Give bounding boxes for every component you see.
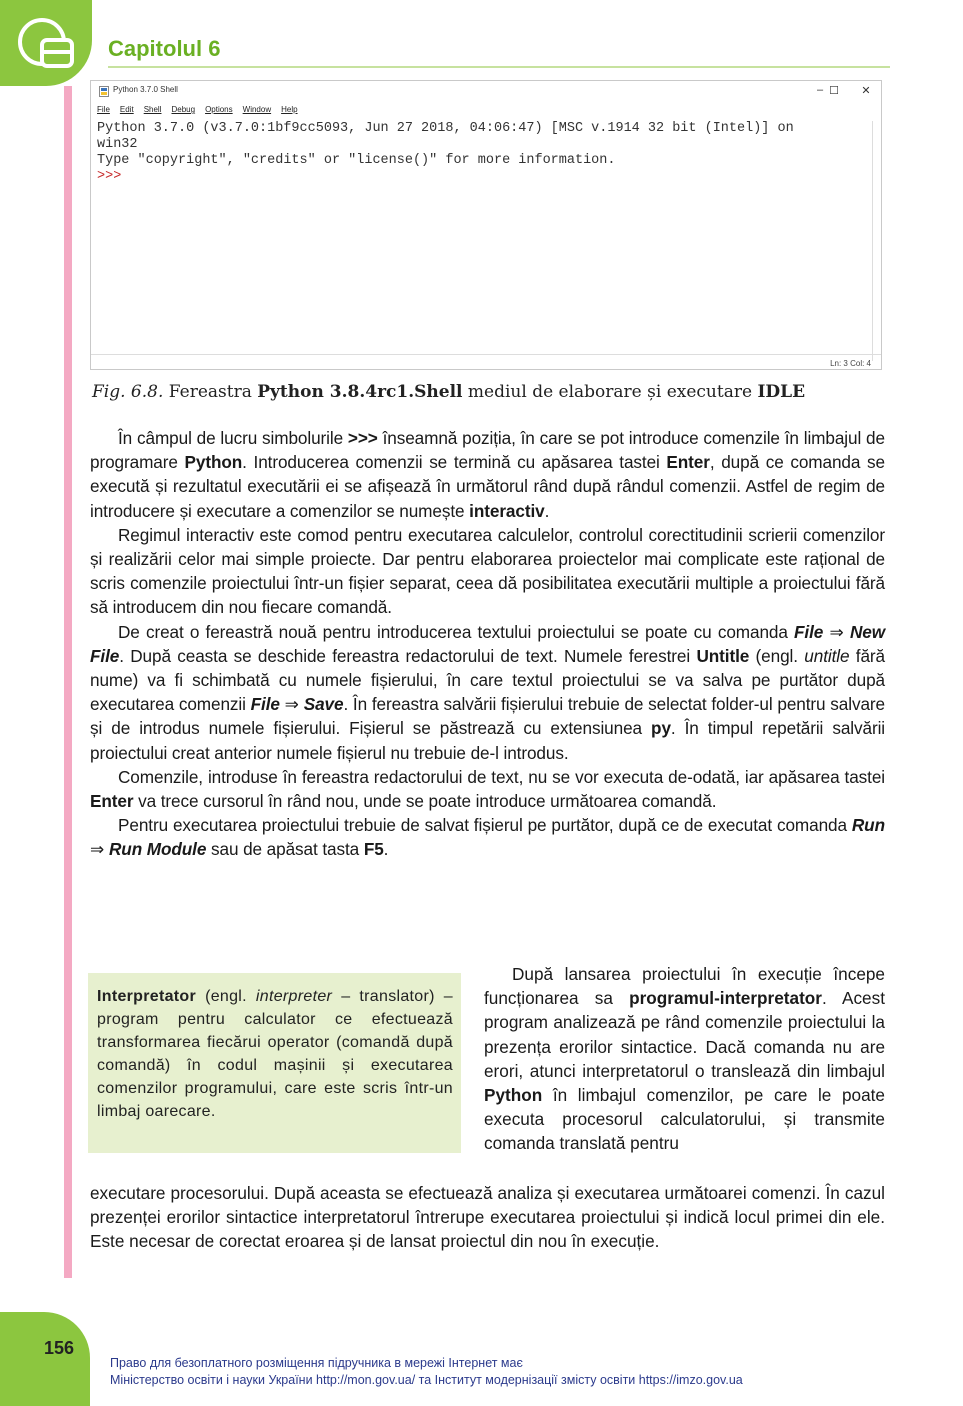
- shell-prompt: >>>: [97, 169, 122, 184]
- menu-options[interactable]: Options: [205, 105, 233, 114]
- console-line: win32: [97, 137, 138, 152]
- figure-caption: [92, 382, 884, 402]
- paragraph: După lansarea proiectului în execuție începe funcționarea sa programul-interpretator. Acest program analizează pe rând comenzile proiectului la prezența erorilor sintactice. Dacă comanda nu are erori, atunci interpretatorul o translează din limbajul Python în limbajul comenzilor, pe care le poate executa procesorul calculatorului, și transmite comanda translată pentru: [484, 964, 885, 1154]
- idle-shell-window: [90, 80, 882, 370]
- paragraph-continuation: [90, 1181, 885, 1254]
- menu-help[interactable]: Help: [281, 105, 298, 114]
- side-accent-bar: [64, 86, 72, 1278]
- definition-term: Interpretator: [97, 988, 197, 1005]
- paragraph: Comenzile, introduse în fereastra redactorului de text, nu se vor executa de-odată, iar apăsarea tastei Enter va trece cursorul în rând nou, unde se poate introduce următoarea comandă.: [90, 766, 885, 812]
- paragraph: Pentru executarea proiectului trebuie de salvat fișierul pe purtător, după ce de executat comanda Run ⇒ Run Module sau de apăsat tasta F5.: [90, 815, 885, 860]
- paragraph: executare procesorului. După aceasta se efectuează analiza și executarea următoarei comenzi. În cazul prezenței erorilor sintactice interpretatorul întrerupe executarea proiectului și indică locul primei din ele. Este necesar de corectat eroarea și de lansat proiectul din nou în execuție.: [90, 1183, 885, 1252]
- caption-text: Fereastra: [163, 382, 258, 402]
- maximize-button[interactable]: ☐: [829, 85, 839, 97]
- window-title: Python 3.7.0 Shell: [113, 85, 178, 94]
- cursor-position: Ln: 3 Col: 4: [830, 359, 871, 368]
- definition-box: Interpretator (engl. interpreter – translator) – program pentru calculator ce efectuează transformarea fiecărui operator (comandă după comandă) în codul mașinii și executarea comenzilor programului, care este scris într-un limbaj oarecare.: [88, 973, 461, 1153]
- window-titlebar: [91, 81, 881, 103]
- menu-debug[interactable]: Debug: [171, 105, 196, 114]
- figure-label: Fig. 6.8.: [92, 382, 164, 402]
- paragraph: De creat o fereastră nouă pentru introducerea textului proiectului se poate cu comanda File ⇒ New File. După ceasta se deschide fereastra redactorului de text. Numele ferestrei Untitle (engl. untitle fără nume) va fi schimbată cu numele fișierului, în care textul proiectului se va salva pe purtător după executarea comenzii File ⇒ Save. În fereastra salvării fișierului trebuie de selectat folder-ul pentru salvare și de introdus numele fișierului. Fișierul se păstrează cu extensiunea py. În timpul repetării salvării proiectului creat anterior numele fișierul nu trebuie de-l introdus.: [90, 621, 886, 763]
- wrapped-paragraph: [484, 962, 885, 1156]
- page-number: 156: [44, 1338, 75, 1358]
- minimize-button[interactable]: –: [816, 84, 824, 96]
- caption-bold: Python 3.8.4rc1.Shell: [257, 382, 463, 402]
- vertical-scrollbar[interactable]: [872, 121, 879, 361]
- python-app-icon: [99, 86, 109, 97]
- chapter-title: Capitolul 6: [108, 36, 221, 61]
- menu-shell[interactable]: Shell: [143, 105, 162, 114]
- computer-icon: [16, 16, 76, 72]
- footer-line: Право для безоплатного розміщення підручника в мережі Інтернет має: [110, 1356, 523, 1370]
- header-rule: [108, 66, 890, 68]
- page-number-tab: [0, 1312, 90, 1406]
- paragraph: Regimul interactiv este comod pentru executarea calculelor, controlul corectitudinii scrierii comenzilor și realizării celor mai simple proiecte. Dar pentru elaborarea proiectelor mai complicate este rațional de scris comenzile proiectului într-un fișier separat, ceea dă posibilitatea executării multiple a proiectului fără să introducem din nou fiecare comandă.: [90, 524, 885, 618]
- console-line: Python 3.7.0 (v3.7.0:1bf9cc5093, Jun 27 2018, 04:06:47) [MSC v.1914 32 bit (Intel)] on: [97, 121, 794, 136]
- caption-bold: IDLE: [757, 382, 806, 402]
- menu-edit[interactable]: Edit: [119, 105, 134, 114]
- paragraph: În câmpul de lucru simbolurile >>> înseamnă poziția, în care se pot introduce comenzile în limbajul de programare Python. Introducerea comenzii se termină cu apăsarea tastei Enter, după ce comanda se execută și rezultatul executării ei se afișează în următorul rând după rândul comenzii. Astfel de regim de introducere și executare a comenzilor se numește interactiv.: [90, 428, 885, 521]
- menu-window[interactable]: Window: [242, 105, 272, 114]
- close-button[interactable]: ✕: [861, 85, 871, 97]
- footer-line: Міністерство освіти і науки України http://mon.gov.ua/ та Інститут модернізації змісту освіти https://imzo.gov.ua: [110, 1373, 743, 1387]
- menu-bar: [97, 105, 298, 114]
- caption-text: mediul de elaborare și executare: [462, 382, 758, 402]
- console-line: Type "copyright", "credits" or "license()" for more information.: [97, 153, 616, 168]
- status-bar: [91, 354, 881, 369]
- footer-notice: [110, 1355, 743, 1389]
- chapter-tab: [0, 0, 92, 86]
- shell-console[interactable]: [97, 121, 871, 185]
- body-text: [90, 426, 885, 862]
- menu-file[interactable]: File: [97, 105, 110, 114]
